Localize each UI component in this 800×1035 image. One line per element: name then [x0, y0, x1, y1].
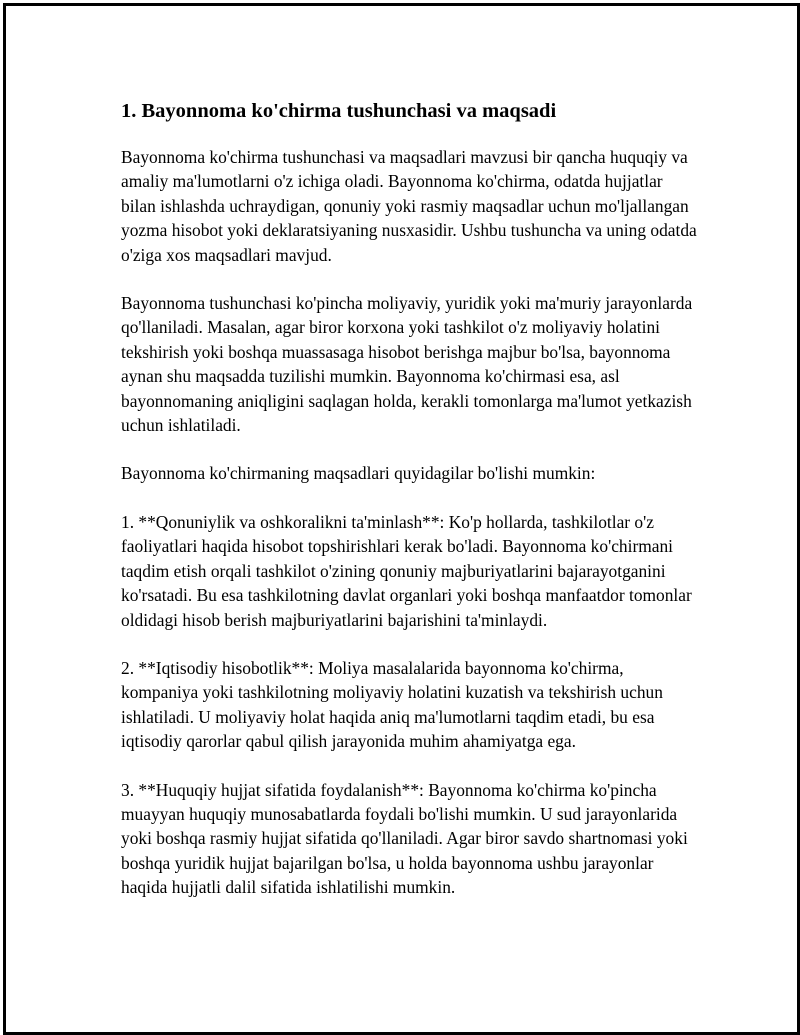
paragraph-intro: Bayonnoma ko'chirma tushunchasi va maqsadlari mavzusi bir qancha huquqiy va amaliy ma'lumotlarni o'z ichiga oladi. Bayonnoma ko'chirma, odatda hujjatlar bilan ishlashda uchraydigan, qonuniy yoki rasmiy maqsadlar uchun mo'ljallangan yozma hisobot yoki deklaratsiyaning nusxasidir. Ushbu tushuncha va uning odatda o'ziga xos maqsadlari mavjud. — [121, 147, 697, 265]
document-body — [121, 98, 701, 900]
list-item-economic-reporting: 2. **Iqtisodiy hisobotlik**: Moliya masalalarida bayonnoma ko'chirma, kompaniya yoki tashkilotning moliyaviy holatini kuzatish va tekshirish uchun ishlatiladi. U moliyaviy holat haqida aniq ma'lumotlarni taqdim etadi, bu esa iqtisodiy qarorlar qabul qilish jarayonida muhim ahamiyatga ega. — [121, 657, 663, 752]
section-heading: 1. Bayonnoma ko'chirma tushunchasi va maqsadi — [121, 100, 557, 122]
page-frame — [3, 3, 800, 1035]
paragraph-concept: Bayonnoma tushunchasi ko'pincha moliyaviy, yuridik yoki ma'muriy jarayonlarda qo'llaniladi. Masalan, agar biror korxona yoki tashkilot o'z moliyaviy holatini tekshirish yoki boshqa muassasaga hisobot berishga majbur bo'lsa, bayonnoma aynan shu maqsadda tuzilishi mumkin. Bayonnoma ko'chirmasi esa, asl bayonnomaning aniqligini saqlagan holda, kerakli tomonlarga ma'lumot yetkazish uchun ishlatiladi. — [121, 293, 693, 436]
list-item-legal-document: 3. **Huquqiy hujjat sifatida foydalanish**: Bayonnoma ko'chirma ko'pincha muayyan huquqiy munosabatlarda foydali bo'lishi mumkin. U sud jarayonlarida yoki boshqa rasmiy hujjat sifatida qo'llaniladi. Agar biror savdo shartnomasi yoki boshqa yuridik hujjat bajarilgan bo'lsa, u holda bayonnoma ushbu jarayonlar haqida hujjatli dalil sifatida ishlatilishi mumkin. — [121, 779, 688, 898]
list-item-legality: 1. **Qonuniylik va oshkoralikni ta'minlash**: Ko'p hollarda, tashkilotlar o'z faoliyatlari haqida hisobot topshirishlari kerak bo'ladi. Bayonnoma ko'chirmani taqdim etish orqali tashkilot o'zining qonuniy majburiyatlarini bajarayotganini ko'rsatadi. Bu esa tashkilotning davlat organlari yoki boshqa manfaatdor tomonlar oldidagi hisob berish majburiyatlarini bajarishini ta'minlaydi. — [121, 511, 692, 630]
paragraph-purposes-lead: Bayonnoma ko'chirmaning maqsadlari quyidagilar bo'lishi mumkin: — [121, 463, 596, 484]
